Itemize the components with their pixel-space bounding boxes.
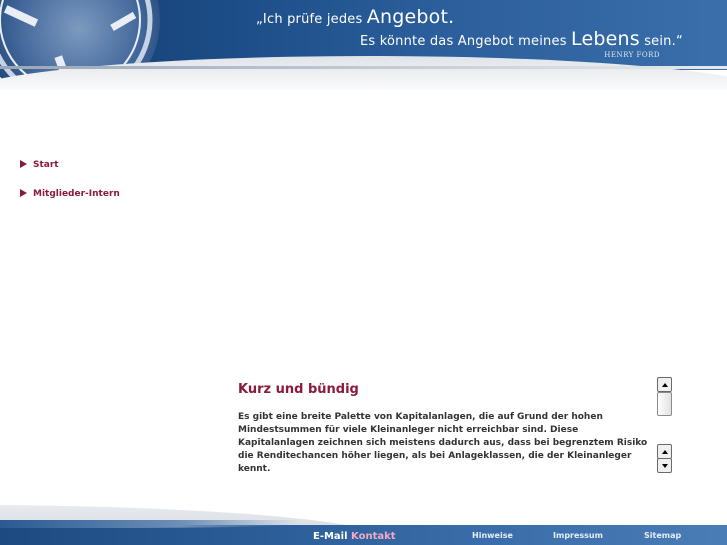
quote-line1-emphasis: Angebot. xyxy=(366,6,455,28)
content-box xyxy=(238,382,648,474)
scroll-up-button[interactable] xyxy=(657,377,672,392)
footer xyxy=(0,505,727,545)
arrow-right-icon xyxy=(20,160,27,168)
arrow-right-icon xyxy=(20,189,27,197)
email-contact-link[interactable] xyxy=(313,531,396,542)
content-text: Es gibt eine breite Palette von Kapitalanlagen, die auf Grund der hohen Mindestsummen für viele Kleinanleger nicht erreichbar sind. Diese Kapitalanlagen zeichnen sich meistens dadurch aus, dass bei begrenztem Risiko die Renditechancen höher liegen, als bei Anlageklassen, die der Kleinanleger kennt. xyxy=(238,412,648,474)
quote-line1-prefix: „Ich prüfe jedes xyxy=(256,12,367,27)
arrow-up-icon xyxy=(662,450,668,454)
quote-line2-emphasis: Lebens xyxy=(571,28,640,50)
scroll-thumb[interactable] xyxy=(657,392,672,416)
nav-item-label: Start xyxy=(33,160,59,170)
footer-link-hinweise[interactable]: Hinweise xyxy=(472,531,513,540)
nav-item-start[interactable] xyxy=(20,158,120,172)
quote-author: HENRY FORD xyxy=(604,51,660,59)
email-accent: Kontakt xyxy=(351,531,396,542)
email-prefix: E-Mail xyxy=(313,531,352,542)
header-quote xyxy=(256,6,683,50)
content-scrollbar[interactable] xyxy=(657,377,672,473)
scroll-down-button[interactable] xyxy=(657,458,672,473)
footer-link-impressum[interactable]: Impressum xyxy=(553,531,603,540)
content-title: Kurz und bündig xyxy=(238,382,359,397)
quote-line2-prefix: Es könnte das Angebot meines xyxy=(360,34,572,49)
nav-item-label: Mitglieder-Intern xyxy=(33,189,120,199)
header-swoosh-line xyxy=(0,66,727,69)
quote-line2-suffix: sein.“ xyxy=(639,34,683,49)
header-banner xyxy=(0,0,727,90)
scroll-up-button-lower[interactable] xyxy=(657,444,672,459)
nav-item-mitglieder-intern[interactable] xyxy=(20,187,120,201)
main-nav xyxy=(20,158,120,216)
footer-link-sitemap[interactable]: Sitemap xyxy=(644,531,682,540)
arrow-up-icon xyxy=(662,383,668,387)
arrow-down-icon xyxy=(662,464,668,468)
